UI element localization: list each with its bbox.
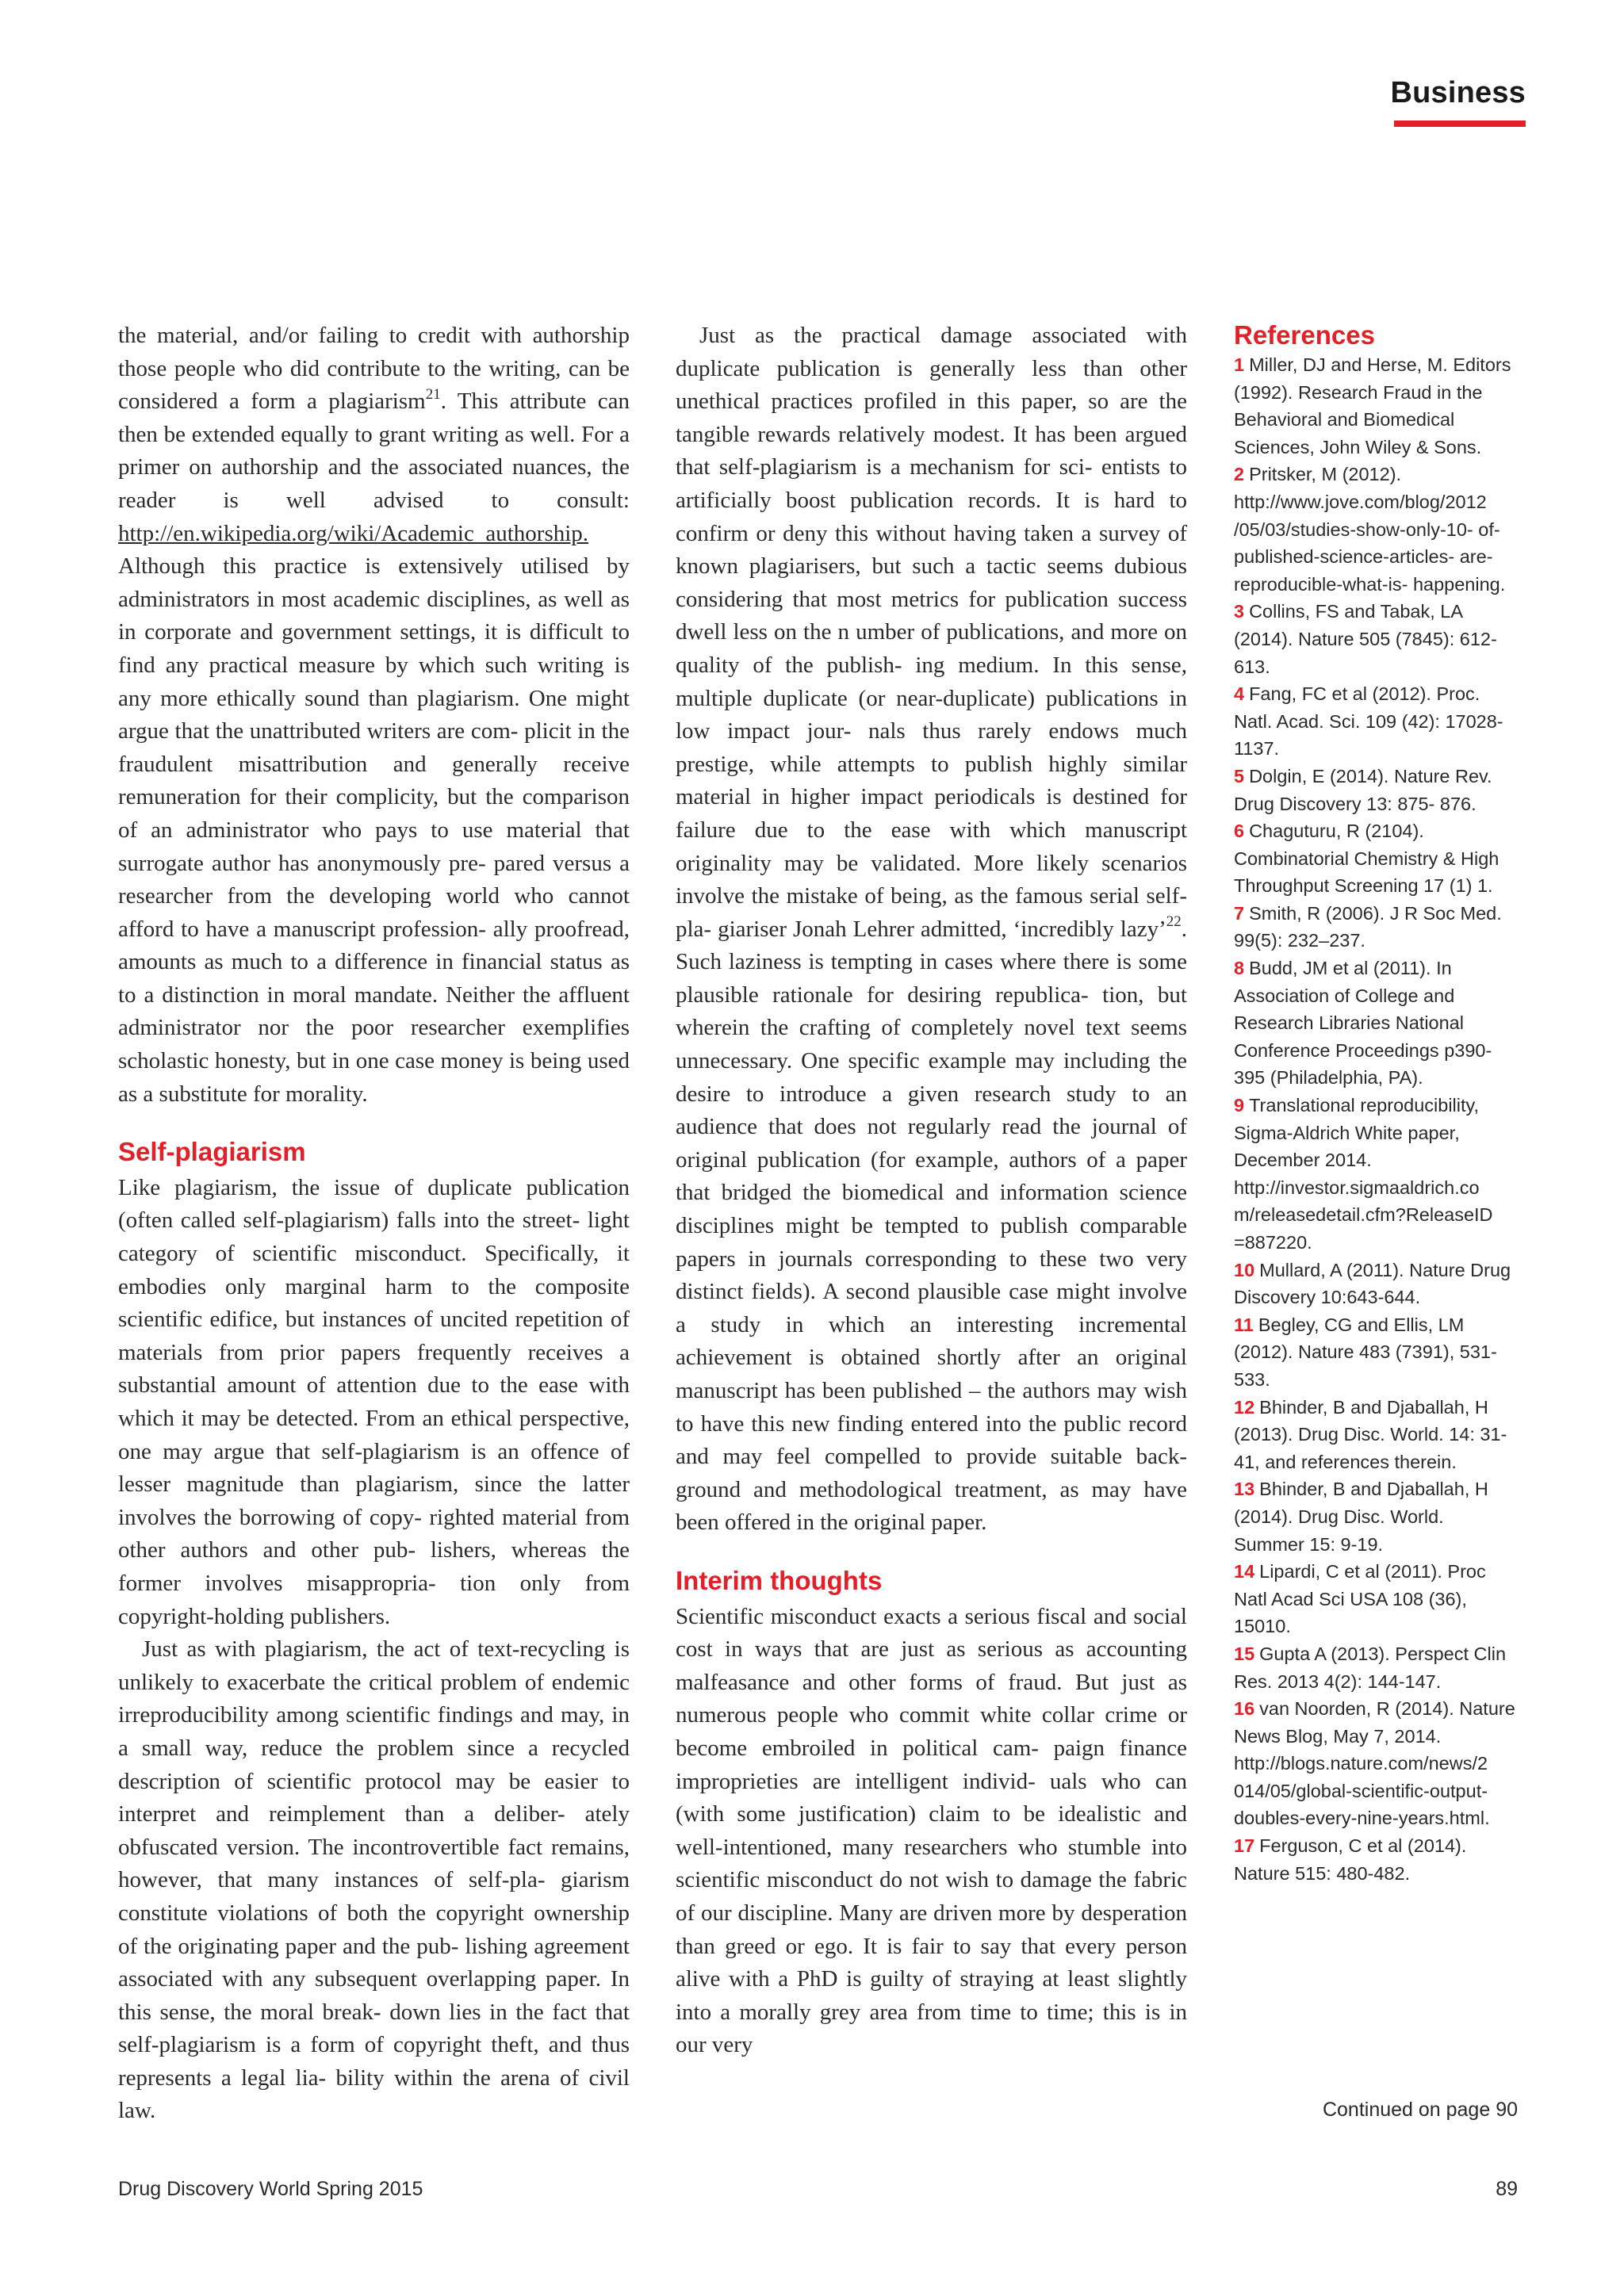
reference-text: van Noorden, R (2014). Nature News Blog, May 7, 2014. http://blogs.nature.com/news/2 014/05/global-scientific-output- doubles-every-nine-years.html. [1234,1698,1515,1829]
reference-item [1234,598,1518,680]
page-number: 89 [1496,2178,1518,2200]
reference-number: 1 [1234,354,1245,375]
references-list [1234,351,1518,1887]
citation-superscript: 22 [1166,913,1182,931]
reference-item [1234,1092,1518,1257]
reference-text: Chaguturu, R (2104). Combinatorial Chemistry & High Throughput Screening 17 (1) 1. [1234,821,1500,897]
reference-item [1234,461,1518,598]
wikipedia-link[interactable]: http://en.wikipedia.org/wiki/Academic_authorship. [118,520,589,546]
article-column-1 [118,320,630,2128]
reference-item [1234,680,1518,763]
paragraph: Just as with plagiarism, the act of text-recycling is unlikely to exacerbate the critical problem of endemic irreproducibility among scientific findings and may, in a small way, reduce the problem since a recycled description of scientific protocol may be easier to interpret and reimplement than a deliber- ately obfuscated version. The incontrovertible fact remains, however, that many instances of self-pla- giarism constitute violations of both the copyright ownership of the originating paper and the pub- lishing agreement associated with any subsequent overlapping paper. In this sense, the moral break- down lies in the fact that self-plagiarism is a form of copyright theft, and thus represents a legal lia- bility within the arena of civil law. [118,1636,630,2124]
continued-note: Continued on page 90 [1322,2099,1518,2121]
paragraph: Like plagiarism, the issue of duplicate publication (often called self-plagiarism) falls into the street- light category of scientific misconduct. Specifically, it embodies only marginal harm to the composite scientific edifice, but instances of uncited repetition of materials from prior papers frequently receives a substantial amount of attention due to the ease with which it may be detected. From an ethical perspective, one may argue that self-plagiarism is an offence of lesser magnitude than plagiarism, since the latter involves the borrowing of copy- righted material from other authors and other pub- lishers, whereas the former involves misappropria- tion only from copyright-holding publishers. [118,1174,630,1629]
reference-text: Lipardi, C et al (2011). Proc Natl Acad Sci USA 108 (36), 15010. [1234,1561,1486,1637]
reference-number: 10 [1234,1259,1255,1280]
reference-item [1234,900,1518,955]
reference-text: Bhinder, B and Djaballah, H (2013). Drug Disc. World. 14: 31-41, and references therein. [1234,1396,1507,1472]
reference-text: Budd, JM et al (2011). In Association of College and Research Libraries National Conference Proceedings p390- 395 (Philadelphia, PA). [1234,958,1492,1089]
text-run: Although this practice is extensively utilised by administrators in most academic disciplines, as well as in corporate and government settings, it is difficult to find any practical measure by which such writing is any more ethically sound than plagiarism. One might argue that the unattributed writers are com- plicit in the fraudulent misattribution and generally receive remuneration for their complicity, but the comparison of an administrator who pays to use material that surrogate author has anonymously pre- pared versus a researcher from the developing world who cannot afford to have a manuscript profession- ally proofread, amounts as much to a difference in financial status as to a distinction in moral mandate. Neither the affluent administrator nor the poor researcher exemplifies scholastic honesty, but in one case money is being used as a substitute for morality. [118,553,630,1107]
section-title: Business [1390,76,1526,109]
text-run: the material, and/or failing to credit with authorship those people who did contribute to the writing, can be considered a form a plagiarism [118,323,630,415]
reference-text: Begley, CG and Ellis, LM (2012). Nature 483 (7391), 531-533. [1234,1314,1497,1390]
reference-item [1234,1832,1518,1887]
reference-item [1234,1475,1518,1558]
text-run: . Such laziness is tempting in cases where there is some plausible rationale for desiring republica- tion, but wherein the crafting of completely novel text seems unnecessary. One specific example may including the desire to introduce a given research study to an audience that does not regularly read the journal of original publication (for example, authors of a paper that bridged the biomedical and information science disciplines might be tempted to publish comparable papers in journals corresponding to these two very distinct fields). A second plausible case might involve a study in which an interesting incremental achievement is obtained shortly after an original manuscript has been published – the authors may wish to have this new finding entered into the public record and may feel compelled to provide suitable back- ground and methodological treatment, as may have been offered in the original paper. [676,916,1187,1536]
reference-item [1234,1394,1518,1476]
reference-number: 7 [1234,902,1245,924]
reference-number: 12 [1234,1396,1255,1418]
reference-text: Dolgin, E (2014). Nature Rev. Drug Discovery 13: 875- 876. [1234,765,1492,814]
reference-text: Smith, R (2006). J R Soc Med. 99(5): 232–237. [1234,902,1502,951]
citation-superscript: 21 [425,385,441,403]
reference-text: Gupta A (2013). Perspect Clin Res. 2013 4(2): 144-147. [1234,1643,1507,1692]
reference-number: 16 [1234,1698,1255,1720]
reference-number: 14 [1234,1561,1255,1582]
reference-number: 2 [1234,464,1245,485]
reference-item [1234,351,1518,461]
reference-number: 15 [1234,1643,1255,1664]
reference-text: Collins, FS and Tabak, LA (2014). Nature 505 (7845): 612-613. [1234,601,1497,677]
text-run: . This attribute can then be extended equally to grant writing as well. For a primer on authorship and the associated nuances, the reader is well advised to consult: [118,388,630,513]
article-column-2 [676,320,1187,2062]
reference-text: Ferguson, C et al (2014). Nature 515: 480-482. [1234,1835,1467,1884]
reference-item [1234,955,1518,1092]
reference-item [1234,1257,1518,1311]
reference-number: 13 [1234,1479,1255,1500]
references-heading: References [1234,320,1375,350]
heading-interim-thoughts: Interim thoughts [676,1565,883,1595]
reference-number: 6 [1234,821,1245,842]
references-sidebar [1234,320,1518,1887]
paragraph [118,320,630,1111]
reference-item [1234,817,1518,900]
reference-item [1234,1640,1518,1695]
reference-number: 9 [1234,1095,1245,1116]
reference-item [1234,1311,1518,1394]
reference-number: 11 [1234,1314,1254,1335]
section-title-underline [1394,121,1526,127]
paragraph [676,320,1187,1540]
reference-item [1234,1695,1518,1832]
reference-number: 4 [1234,683,1245,705]
reference-text: Mullard, A (2011). Nature Drug Discovery 10:643-644. [1234,1259,1511,1308]
paragraph: Scientific misconduct exacts a serious fiscal and social cost in ways that are just as serious as accounting malfeasance and other forms of fraud. But just as numerous people who commit white collar crime or become embroiled in political cam- paign finance improprieties are intelligent individ- uals who can (with some justification) claim to be idealistic and well-intentioned, many researchers who stumble into scientific misconduct do not wish to damage the fabric of our discipline. Many are driven more by desperation than greed or ego. It is fair to say that every person alive with a PhD is guilty of straying at least slightly into a morally grey area from time to time; this is in our very [676,1603,1187,2058]
footer-publication: Drug Discovery World Spring 2015 [118,2178,423,2200]
reference-text: Bhinder, B and Djaballah, H (2014). Drug Disc. World. Summer 15: 9-19. [1234,1479,1488,1555]
text-run: Just as the practical damage associated with duplicate publication is generally less than other unethical practices profiled in this paper, so are the tangible rewards relatively modest. It has been argued that self-plagiarism is a mechanism for sci- entists to artificially boost publication records. It is hard to confirm or deny this without having taken a survey of known plagiarisers, but such a tactic seems dubious considering that most metrics for publication success dwell less on the n umber of publications, and more on quality of the publish- ing medium. In this sense, multiple duplicate (or near-duplicate) publications in low impact jour- nals thus rarely endows much prestige, while attempts to publish highly similar material in higher impact periodicals is destined for failure due to the ease with which manuscript originality may be validated. More likely scenarios involve the mistake of being, as the famous serial self-pla- giariser Jonah Lehrer admitted, ‘incredibly lazy’ [676,323,1187,942]
reference-text: Translational reproducibility, Sigma-Aldrich White paper, December 2014. http://investor.sigmaaldrich.co m/releasedetail.cfm?ReleaseID =887220. [1234,1095,1493,1253]
heading-self-plagiarism: Self-plagiarism [118,1137,306,1167]
reference-item [1234,1558,1518,1640]
reference-number: 5 [1234,765,1245,786]
reference-number: 17 [1234,1835,1255,1857]
reference-number: 3 [1234,601,1245,622]
reference-text: Pritsker, M (2012). http://www.jove.com/blog/2012 /05/03/studies-show-only-10- of-published-science-articles- are-reproducible-what-is- happening. [1234,464,1506,595]
reference-text: Miller, DJ and Herse, M. Editors (1992). Research Fraud in the Behavioral and Biomedical Sciences, John Wiley & Sons. [1234,354,1511,457]
reference-text: Fang, FC et al (2012). Proc. Natl. Acad. Sci. 109 (42): 17028-1137. [1234,683,1503,760]
reference-number: 8 [1234,958,1245,979]
reference-item [1234,763,1518,817]
